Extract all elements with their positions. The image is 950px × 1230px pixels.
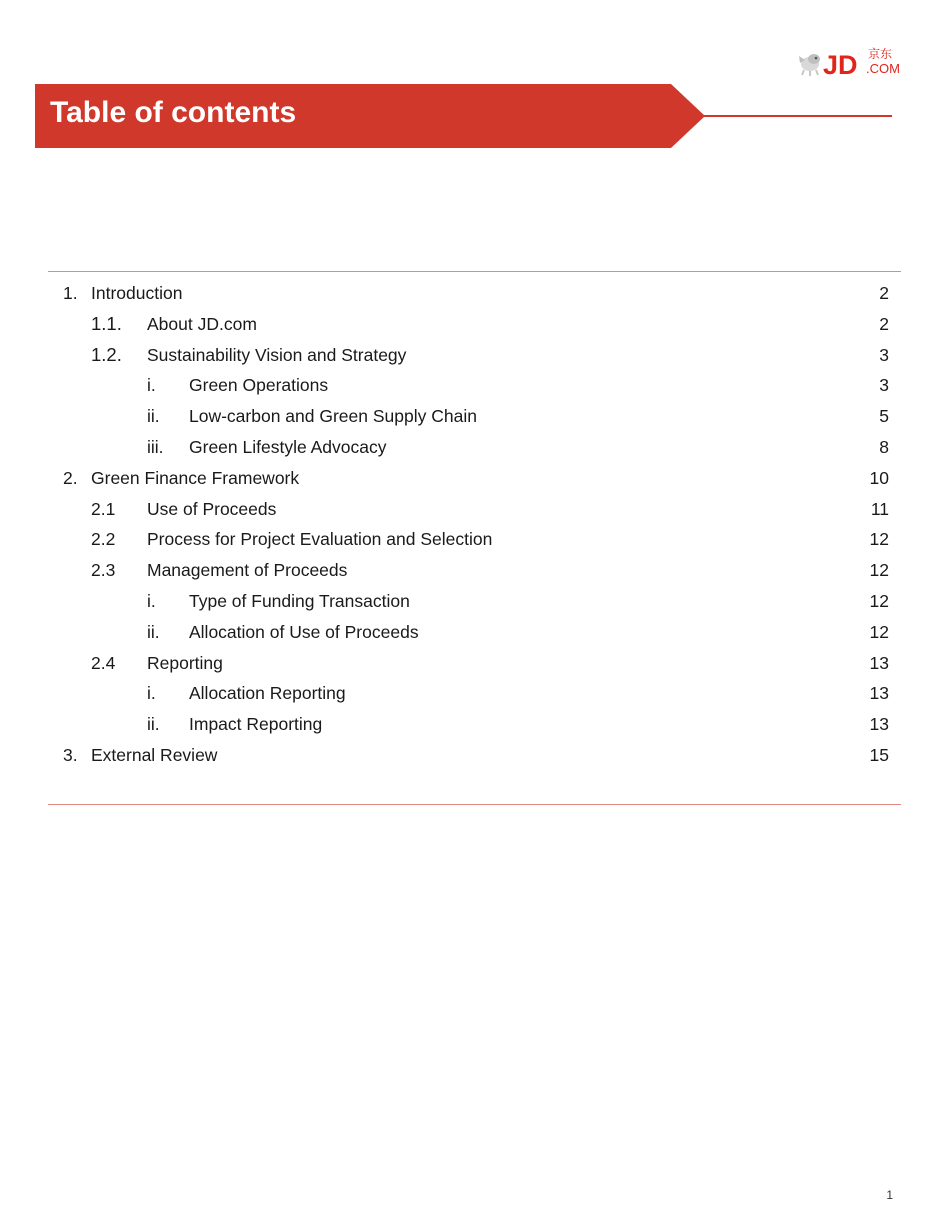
toc-entry-number: i. xyxy=(147,375,156,396)
toc-entry-number: i. xyxy=(147,683,156,704)
toc-entry[interactable] xyxy=(0,743,950,774)
toc-entry[interactable] xyxy=(0,466,950,497)
toc-entry[interactable] xyxy=(0,558,950,589)
logo-chinese-text: 京东 xyxy=(868,47,893,61)
toc-entry-label: Reporting xyxy=(147,652,223,673)
toc-entry-label: Green Finance Framework xyxy=(91,467,300,488)
toc-entry[interactable] xyxy=(0,651,950,682)
toc-entry-label: Allocation of Use of Proceeds xyxy=(189,621,419,642)
toc-entry-label: Use of Proceeds xyxy=(147,498,277,519)
toc-entry-label: External Review xyxy=(91,744,218,765)
toc-entry-page: 3 xyxy=(879,344,889,365)
toc-entry-label: Green Lifestyle Advocacy xyxy=(189,436,387,457)
toc-entry-number: 2.3 xyxy=(91,560,116,581)
toc-entry-page: 13 xyxy=(869,714,889,735)
toc-entry-number: 1.2. xyxy=(91,343,122,365)
toc-entry[interactable] xyxy=(0,681,950,712)
page-number: 1 xyxy=(886,1188,893,1202)
toc-entry-number: 2.2 xyxy=(91,529,116,550)
toc-entry-page: 10 xyxy=(869,467,889,488)
logo-jd-text: JD xyxy=(823,50,858,78)
toc-entry[interactable] xyxy=(0,620,950,651)
toc-entry-label: Sustainability Vision and Strategy xyxy=(147,344,407,365)
toc-entry-label: Green Operations xyxy=(189,375,329,396)
toc-entry-label: Impact Reporting xyxy=(189,714,323,735)
toc-entry-number: ii. xyxy=(147,714,160,735)
toc-entry-label: Allocation Reporting xyxy=(189,683,346,704)
table-of-contents xyxy=(0,281,950,774)
toc-entry-number: 2.4 xyxy=(91,652,116,673)
toc-entry-label: Type of Funding Transaction xyxy=(189,590,410,611)
toc-entry-label: Low-carbon and Green Supply Chain xyxy=(189,406,477,427)
toc-entry[interactable] xyxy=(0,712,950,743)
toc-entry-page: 12 xyxy=(869,529,889,550)
jd-dog-icon xyxy=(796,44,904,78)
page-title: Table of contents xyxy=(50,96,297,129)
toc-entry-page: 2 xyxy=(879,283,889,303)
toc-entry-page: 15 xyxy=(869,744,889,765)
toc-entry-page: 12 xyxy=(869,621,889,642)
toc-entry-page: 5 xyxy=(879,406,889,427)
toc-entry-number: 2. xyxy=(63,467,78,488)
toc-entry-page: 13 xyxy=(869,652,889,673)
toc-entry[interactable] xyxy=(0,497,950,528)
toc-entry-page: 11 xyxy=(870,498,889,519)
toc-entry-number: 1. xyxy=(63,283,78,303)
toc-entry[interactable] xyxy=(0,312,950,343)
toc-entry-number: ii. xyxy=(147,621,160,642)
toc-entry-page: 13 xyxy=(869,683,889,704)
title-banner xyxy=(35,84,707,148)
toc-entry[interactable] xyxy=(0,404,950,435)
banner-accent-line xyxy=(700,115,892,117)
toc-entry-number: 3. xyxy=(63,744,78,765)
toc-entry[interactable] xyxy=(0,589,950,620)
toc-entry-page: 12 xyxy=(869,560,889,581)
toc-entry[interactable] xyxy=(0,373,950,404)
toc-entry-label: Management of Proceeds xyxy=(147,560,348,581)
toc-entry-page: 8 xyxy=(879,436,889,457)
toc-entry-number: 2.1 xyxy=(91,498,116,519)
logo-domain-text: .COM xyxy=(866,61,900,76)
toc-entry-page: 3 xyxy=(879,375,889,396)
toc-entry-label: About JD.com xyxy=(147,313,257,334)
toc-entry-number: ii. xyxy=(147,406,160,427)
toc-entry-label: Process for Project Evaluation and Selection xyxy=(147,529,493,550)
jd-logo xyxy=(796,44,904,78)
toc-entry-number: 1.1. xyxy=(91,312,122,334)
toc-entry-page: 2 xyxy=(879,313,889,334)
toc-entry[interactable] xyxy=(0,435,950,466)
toc-entry[interactable] xyxy=(0,527,950,558)
toc-entry[interactable] xyxy=(0,281,950,312)
toc-entry-page: 12 xyxy=(869,590,889,611)
toc-entry-number: iii. xyxy=(147,436,164,457)
bottom-divider xyxy=(48,804,901,805)
toc-entry[interactable] xyxy=(0,343,950,374)
toc-entry-number: i. xyxy=(147,590,156,611)
toc-entry-label: Introduction xyxy=(91,283,183,303)
top-divider xyxy=(48,271,901,272)
